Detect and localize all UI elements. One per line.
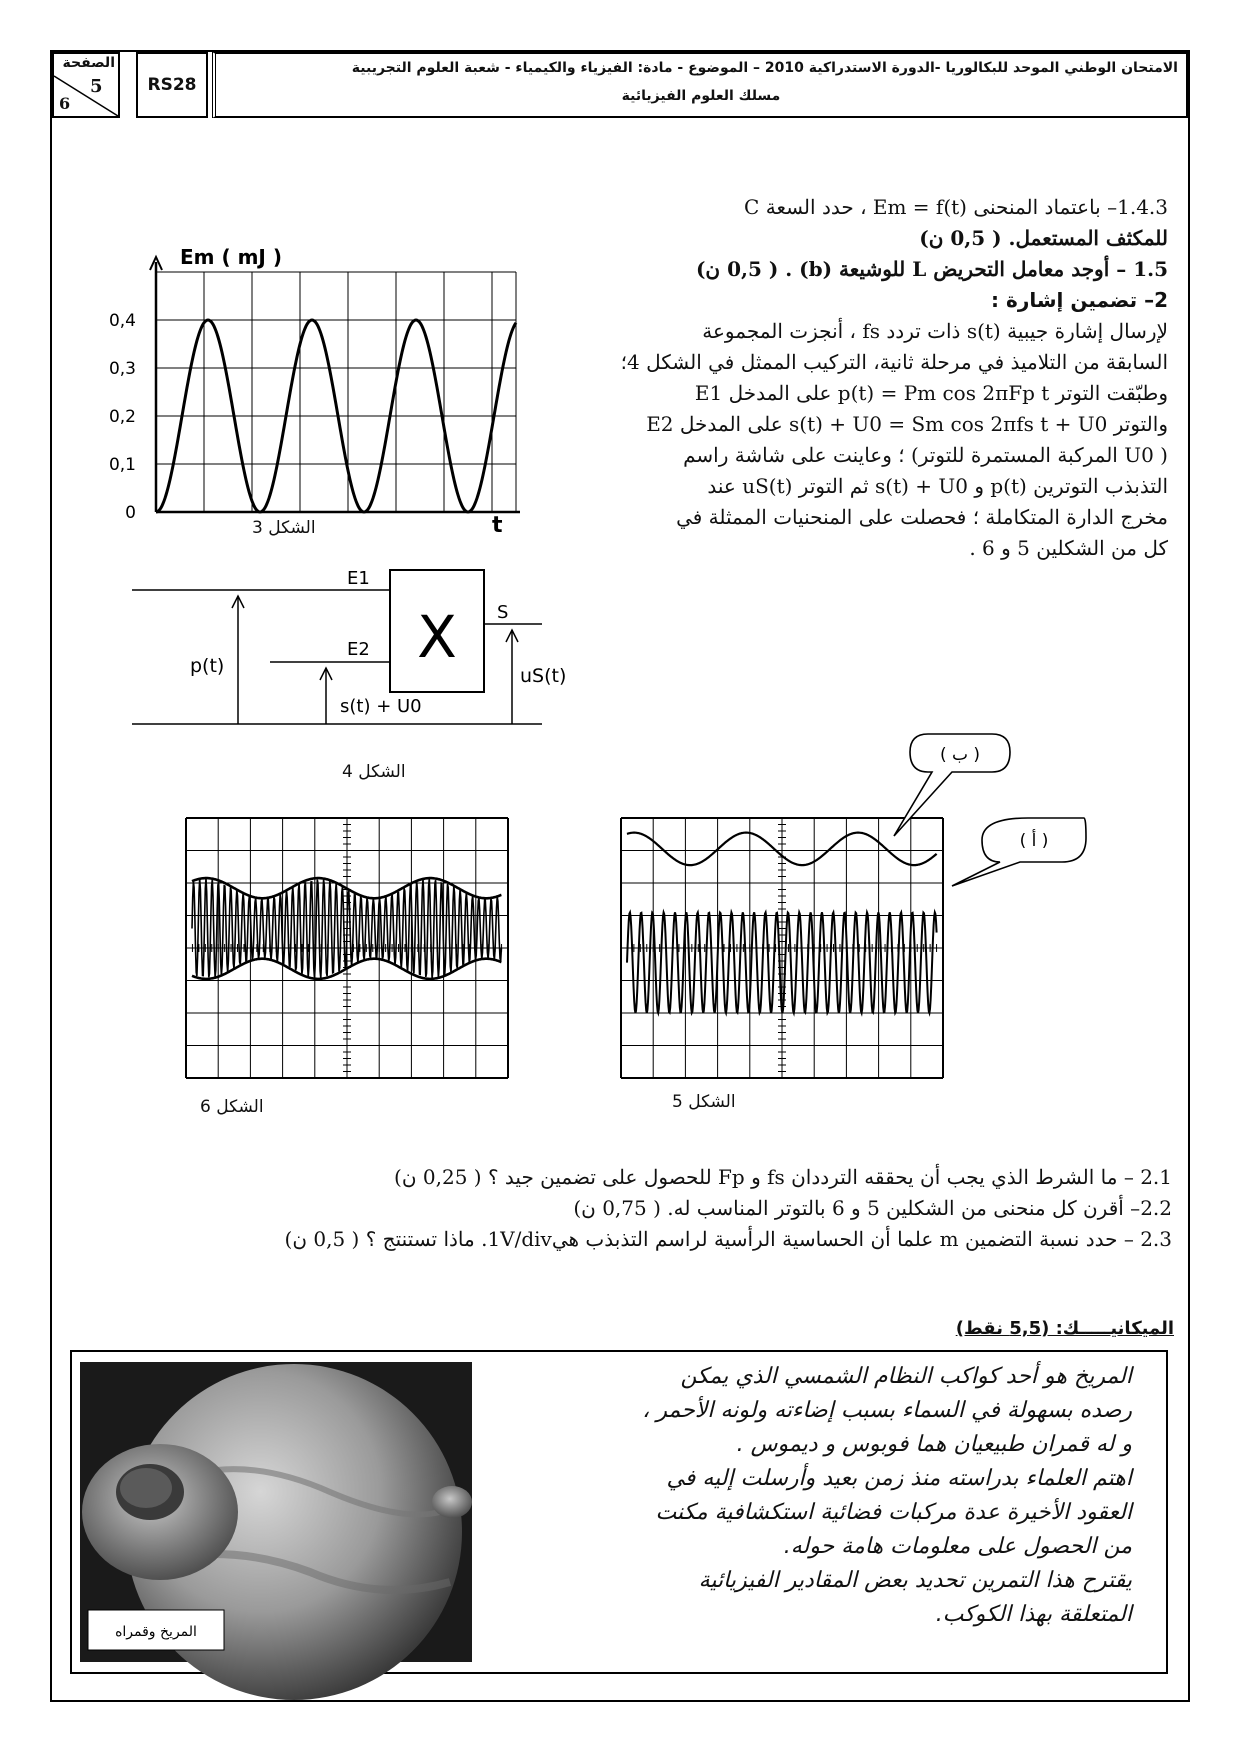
- exam-title-line2: مسلك العلوم الفيزيائية: [621, 88, 781, 104]
- text-line-5: ( U0 المركبة المستمرة للتوتر) ؛ وعاينت على شاشة راسم: [683, 443, 1168, 467]
- text-line-4: والتوتر s(t) + U0 = Sm cos 2πfs t + U0 على المدخل E2: [646, 412, 1168, 436]
- callout-a-bubble: [952, 818, 1086, 886]
- fig3-ytick-3: 0,3: [108, 359, 136, 379]
- mech-line-8: المتعلقة بهذا الكوكب.: [935, 1602, 1132, 1627]
- fig3-caption: الشكل 3: [252, 518, 316, 538]
- section-2-title: 2– تضمين إشارة :: [991, 288, 1168, 312]
- fig3-ytick-2: 0,2: [108, 407, 136, 427]
- mars-image: [80, 1362, 472, 1662]
- text-line-2: السابقة من التلاميذ في مرحلة ثانية، التركيب الممثل في الشكل 4؛: [620, 350, 1168, 374]
- us-label: uS(t): [520, 665, 567, 687]
- fig3-ytick-1: 0,1: [108, 455, 136, 475]
- multiplier-label: X: [417, 603, 457, 671]
- fig3-ytick-4: 0,4: [108, 311, 136, 331]
- questions-top: [582, 192, 1168, 564]
- questions-bottom: [142, 1162, 1172, 1255]
- fig5-caption: الشكل 5: [672, 1092, 736, 1112]
- fig4-caption: الشكل 4: [342, 762, 406, 782]
- fig5-callouts: [832, 722, 1092, 892]
- page-number-box: [52, 52, 120, 118]
- text-line-7: مخرج الدارة المتكاملة ؛ فحصلت على المنحنيات الممثلة في: [676, 505, 1168, 529]
- page-label: الصفحة: [62, 55, 115, 71]
- text-line-8: كل من الشكلين 5 و 6 .: [969, 536, 1168, 560]
- exam-code: RS28: [147, 75, 197, 95]
- mech-line-3: و له قمران طبيعيان هما فوبوس و ديموس .: [736, 1432, 1132, 1457]
- figure-4-circuit: [112, 562, 567, 742]
- mechanics-box: [70, 1350, 1168, 1674]
- q-1-5: 1.5 – أوجد معامل التحريض L للوشيعة (b) . ( 0,5 ن): [695, 257, 1168, 281]
- mechanics-intro: [492, 1360, 1132, 1632]
- page-total: 6: [59, 94, 71, 113]
- p-label: p(t): [190, 655, 225, 677]
- mech-line-2: رصده بسهولة في السماء بسبب إضاءته ولونه الأحمر ،: [642, 1398, 1132, 1423]
- fig3-ytick-0: 0: [125, 503, 136, 523]
- input-e2-label: E2: [347, 639, 370, 660]
- deimos-moon: [432, 1486, 472, 1518]
- text-line-6: التذبذب التوترين p(t) و s(t) + U0 ثم التوتر uS(t) عند: [707, 474, 1168, 498]
- fig3-ylabel: Em ( mJ ): [180, 245, 282, 269]
- exam-code-box: [136, 52, 208, 118]
- q-1-4-3-points: للمكثف المستعمل. ( 0,5 ن): [919, 226, 1168, 250]
- page-frame: [50, 50, 1190, 1702]
- fig3-xlabel: t: [492, 513, 503, 538]
- fig6-caption: الشكل 6: [200, 1097, 264, 1117]
- q-1-4-3: 1.4.3– باعتماد المنحنى Em = f(t) ، حدد السعة C: [744, 195, 1168, 219]
- mech-line-7: يقترح هذا التمرين تحديد بعض المقادير الفيزيائية: [698, 1568, 1132, 1593]
- fig3-grid: [156, 272, 516, 512]
- input-e1-label: E1: [347, 568, 370, 589]
- text-line-3: وطبّقت التوتر p(t) = Pm cos 2πFp t على المدخل E1: [694, 381, 1168, 405]
- q-2-2: 2.2– أقرن كل منحنى من الشكلين 5 و 6 بالتوتر المناسب له. ( 0,75 ن): [573, 1196, 1172, 1220]
- mech-line-6: من الحصول على معلومات هامة حوله.: [783, 1534, 1132, 1559]
- mech-line-4: اهتم العلماء بدراسته منذ زمن بعيد وأرسلت إليه في: [666, 1466, 1132, 1491]
- q-2-1: 2.1 – ما الشرط الذي يجب أن يحققه الترددان fs و Fp للحصول على تضمين جيد ؟ ( 0,25 ن): [394, 1165, 1172, 1189]
- output-s-label: S: [497, 602, 509, 623]
- mars-caption: المريخ وقمراه: [115, 1624, 197, 1640]
- page-number: 5: [90, 76, 103, 97]
- text-line-1: لإرسال إشارة جيبية s(t) ذات تردد fs ، أنجزت المجموعة: [702, 319, 1168, 343]
- callout-a-label: ( أ ): [1019, 831, 1049, 851]
- q-2-3: 2.3 – حدد نسبة التضمين m علما أن الحساسية الرأسية لراسم التذبذب هي1V/div. ماذا تستنتج ؟ ( 0,5 ن): [284, 1227, 1172, 1251]
- mechanics-title: الميكانيـــــك: (5,5 نقط): [955, 1318, 1174, 1339]
- sum-label: s(t) + U0: [340, 696, 422, 717]
- figure-6-oscilloscope: [182, 814, 512, 1082]
- mech-line-5: العقود الأخيرة عدة مركبات فضائية استكشافية مكنت: [655, 1500, 1132, 1525]
- mech-line-1: المريخ هو أحد كواكب النظام الشمسي الذي يمكن: [680, 1364, 1132, 1389]
- callout-b-label: ( ب ): [939, 745, 981, 765]
- exam-title-line1: الامتحان الوطني الموحد للبكالوريا -الدورة الاستدراكية 2010 – الموضوع - مادة: الفيزياء والكيمياء - شعبة العلوم التجريبية: [351, 60, 1178, 76]
- exam-title-box: [212, 52, 1188, 118]
